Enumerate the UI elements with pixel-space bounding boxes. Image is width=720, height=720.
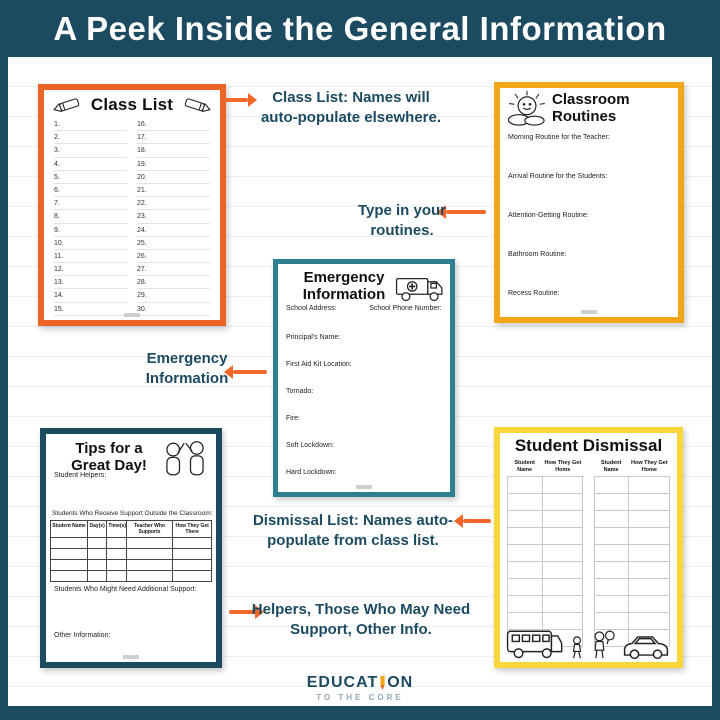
tips-table-cell [127, 571, 174, 582]
class-list-number: 5. [54, 171, 127, 184]
routine-field-label: Morning Routine for the Teacher: [508, 134, 610, 141]
pencil-icon [379, 675, 386, 691]
tips-additional-support-label: Students Who Might Need Additional Support: [54, 586, 197, 593]
class-list-number: 11. [54, 250, 127, 263]
dismissal-table-head [507, 459, 584, 476]
dismissal-cell [508, 528, 543, 545]
student-dismissal-sheet [494, 427, 683, 668]
emergency-field-label: Fire: [286, 415, 300, 422]
class-list-number: 24. [137, 224, 210, 237]
dismissal-column-header: How They Get Home [631, 460, 668, 473]
page-title: A Peek Inside the General Information [53, 9, 667, 47]
tips-table-cell [51, 571, 88, 582]
annotation-dismissal: Dismissal List: Names auto-populate from class list. [252, 512, 454, 549]
dismissal-table-head [594, 459, 671, 476]
annotation-class-list: Class List: Names will auto-populate elsewhere. [260, 89, 442, 126]
emergency-title: Emergency Information [302, 269, 386, 303]
tips-table-header: Day(s) [88, 521, 107, 538]
dismissal-cell [543, 494, 584, 511]
tips-table-cell [51, 549, 88, 560]
dismissal-cell [629, 596, 670, 613]
class-list-number: 12. [54, 263, 127, 276]
tips-table-cell [51, 560, 88, 571]
dismissal-cell [508, 545, 543, 562]
tips-table-cell [107, 538, 126, 549]
class-list-number: 18. [137, 144, 210, 157]
tips-table-cell [88, 549, 107, 560]
emergency-field-label: School Address: [286, 305, 337, 312]
arrow-icon [224, 98, 248, 102]
class-list-title: Class List [90, 95, 174, 114]
dismissal-icons-row [506, 626, 671, 660]
routine-field-label: Attention-Getting Routine: [508, 212, 589, 219]
annotation-emergency: Emergency Information [145, 350, 229, 387]
sheet-footer-mark [124, 313, 140, 317]
dismissal-cell [543, 511, 584, 528]
class-list-number: 10. [54, 237, 127, 250]
tips-table-header: How They Get There [173, 521, 212, 538]
emergency-field-label: First Aid Kit Location: [286, 361, 352, 368]
class-list-number: 8. [54, 210, 127, 223]
class-list-number: 26. [137, 250, 210, 263]
dismissal-cell [595, 494, 630, 511]
emergency-field-label: Principal's Name: [286, 334, 341, 341]
logo-tagline: TO THE CORE [316, 693, 404, 702]
logo-text-left: EDUCAT [306, 674, 379, 691]
routine-field-label: Recess Routine: [508, 290, 560, 297]
class-list-number: 4. [54, 158, 127, 171]
emergency-field-label: Hard Lockdown: [286, 469, 337, 476]
dismissal-title: Student Dismissal [514, 436, 663, 455]
dismissal-table-body [594, 476, 671, 647]
tips-table-cell [173, 560, 212, 571]
dismissal-cell [543, 477, 584, 494]
class-list-sheet [38, 84, 226, 326]
dismissal-cell [629, 511, 670, 528]
sheet-footer-mark [356, 485, 372, 489]
class-list-number: 6. [54, 184, 127, 197]
dismissal-cell [629, 562, 670, 579]
child-with-sign-icon [589, 630, 615, 660]
tips-table-cell [127, 538, 174, 549]
tips-table-header: Teacher Who Supports [127, 521, 174, 538]
class-list-number: 16. [137, 118, 210, 131]
tips-table-cell [88, 538, 107, 549]
class-list-number: 23. [137, 210, 210, 223]
dismissal-cell [629, 579, 670, 596]
dismissal-cell [629, 528, 670, 545]
dismissal-cell [629, 545, 670, 562]
annotation-routines: Type in your routines. [357, 202, 447, 239]
sheet-footer-mark [123, 655, 139, 659]
tips-table-cell [88, 560, 107, 571]
tips-table-header: Time(s) [107, 521, 126, 538]
tips-table-header: Student Name [51, 521, 88, 538]
tips-student-helpers-label: Student Helpers: [54, 472, 107, 479]
class-list-number: 25. [137, 237, 210, 250]
emergency-fields [286, 334, 444, 496]
dismissal-table-group [594, 459, 671, 647]
dismissal-cell [508, 596, 543, 613]
dismissal-cell [595, 511, 630, 528]
brand-logo [280, 674, 440, 702]
dismissal-cell [543, 579, 584, 596]
dismissal-cell [595, 596, 630, 613]
class-list-number: 2. [54, 131, 127, 144]
crayon-icon [51, 94, 84, 116]
dismissal-cell [595, 545, 630, 562]
class-list-columns [44, 115, 220, 316]
class-list-number: 19. [137, 158, 210, 171]
tips-title: Tips for a Great Day! [71, 440, 147, 475]
arrow-icon [446, 210, 486, 214]
tips-table-cell [51, 538, 88, 549]
classroom-routines-sheet [494, 82, 684, 323]
dismissal-column-header: How They Get Home [544, 460, 582, 473]
tips-table-cell [173, 571, 212, 582]
tips-table-cell [107, 549, 126, 560]
dismissal-cell [543, 562, 584, 579]
class-list-number: 3. [54, 144, 127, 157]
tips-table-cell [107, 571, 126, 582]
class-list-number: 13. [54, 276, 127, 289]
class-list-number: 20. [137, 171, 210, 184]
tips-table [50, 520, 212, 582]
class-list-right-column [137, 118, 210, 316]
dismissal-cell [543, 528, 584, 545]
dismissal-cell [595, 477, 630, 494]
tips-support-outside-label: Students Who Receive Support Outside the Classroom: [52, 510, 213, 517]
sheet-footer-mark [581, 310, 597, 314]
routine-field-label: Arrival Routine for the Students: [508, 173, 608, 180]
arrow-icon [463, 519, 491, 523]
dismissal-cell [595, 528, 630, 545]
class-list-number: 9. [54, 224, 127, 237]
dismissal-cell [543, 545, 584, 562]
dismissal-cell [629, 494, 670, 511]
annotation-helpers: Helpers, Those Who May Need Support, Other Info. [251, 601, 471, 638]
dismissal-cell [595, 562, 630, 579]
class-list-number: 27. [137, 263, 210, 276]
routines-fields [500, 126, 678, 297]
kids-highfive-icon [157, 437, 213, 481]
walking-child-icon [570, 636, 584, 660]
emergency-top-fields [286, 305, 446, 312]
tips-table-cell [127, 560, 174, 571]
tips-table-cell [173, 549, 212, 560]
tips-table-cell [173, 538, 212, 549]
tips-table-cell [107, 560, 126, 571]
crayon-icon [181, 94, 214, 116]
tips-other-information-label: Other Information: [54, 632, 111, 639]
tips-table-cell [88, 571, 107, 582]
dismissal-cell [508, 494, 543, 511]
dismissal-cell [508, 579, 543, 596]
tips-sheet [40, 428, 222, 668]
ambulance-icon [395, 272, 445, 304]
class-list-number: 29. [137, 289, 210, 302]
logo-wordmark [307, 674, 413, 692]
class-list-left-column [54, 118, 127, 316]
class-list-number: 7. [54, 197, 127, 210]
dismissal-cell [629, 477, 670, 494]
class-list-header [44, 90, 220, 115]
tips-table-cell [127, 549, 174, 560]
class-list-number: 28. [137, 276, 210, 289]
class-list-number: 22. [137, 197, 210, 210]
routine-field-label: Bathroom Routine: [508, 251, 567, 258]
class-list-number: 1. [54, 118, 127, 131]
routines-title: Classroom Routines [552, 91, 630, 125]
emergency-field-label: Soft Lockdown: [286, 442, 334, 449]
emergency-field-label: Tornado: [286, 388, 314, 395]
class-list-number: 21. [137, 184, 210, 197]
logo-text-right: ON [387, 674, 414, 691]
dismissal-cell [543, 596, 584, 613]
emergency-field-label: School Phone Number: [369, 305, 442, 312]
class-list-number: 30. [137, 303, 210, 316]
car-icon [621, 632, 671, 660]
dismissal-cell [595, 579, 630, 596]
sun-icon [504, 90, 550, 126]
dismissal-tables [507, 459, 670, 647]
dismissal-table-body [507, 476, 584, 647]
class-list-number: 15. [54, 303, 127, 316]
dismissal-column-header: Student Name [600, 460, 622, 473]
bus-icon [506, 626, 564, 660]
class-list-number: 14. [54, 289, 127, 302]
routines-header [500, 88, 678, 126]
dismissal-cell [508, 511, 543, 528]
dismissal-cell [508, 477, 543, 494]
emergency-information-sheet [273, 259, 455, 497]
dismissal-table-group [507, 459, 584, 647]
dismissal-cell [508, 562, 543, 579]
class-list-number: 17. [137, 131, 210, 144]
dismissal-column-header: Student Name [514, 460, 535, 473]
